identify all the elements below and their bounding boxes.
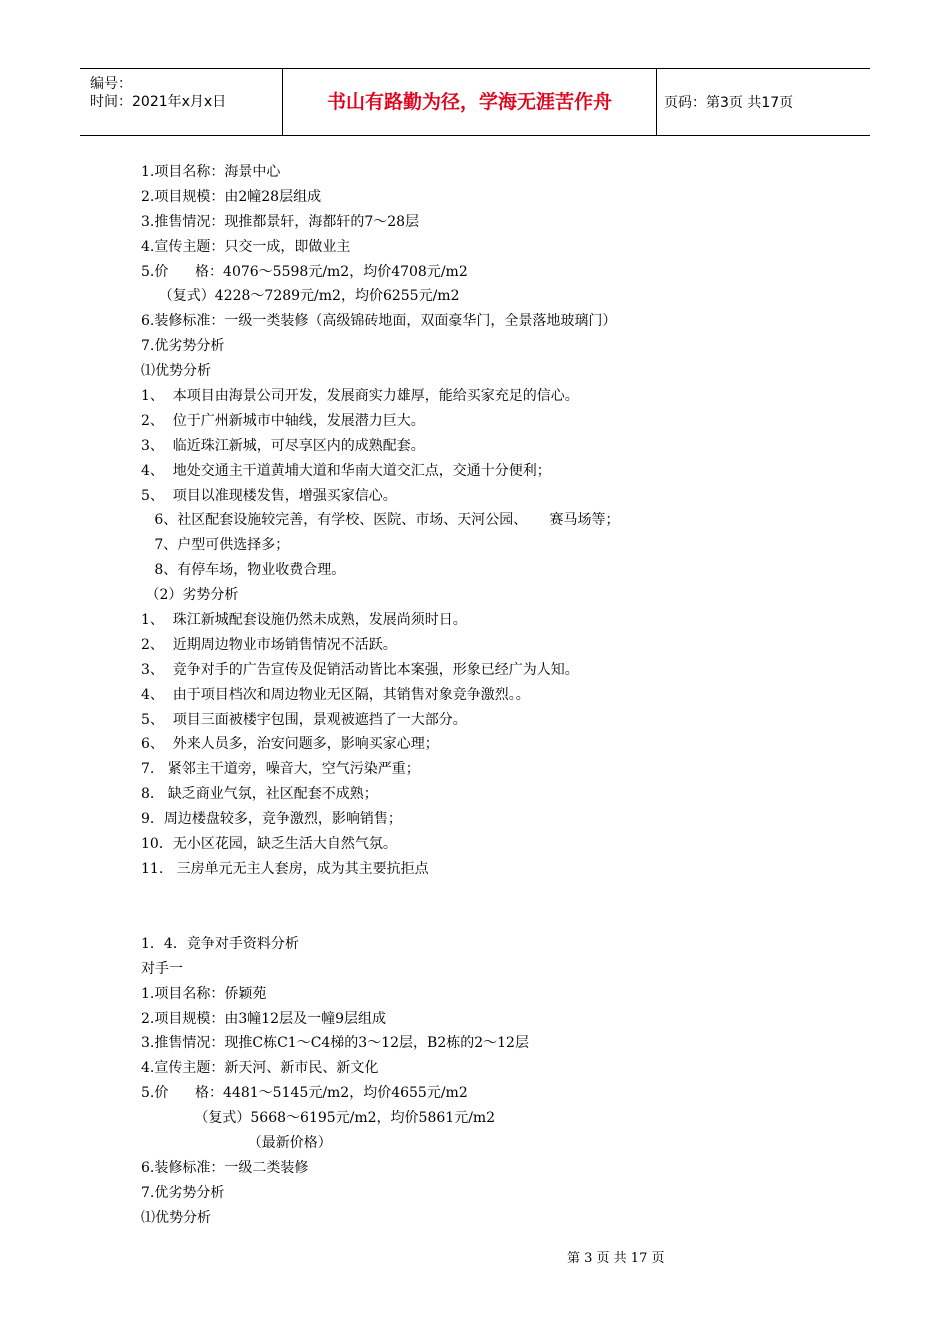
text-line: 6.装修标准：一级二类装修 <box>141 1159 309 1176</box>
text-line: 7、户型可供选择多； <box>141 537 290 554</box>
text-line: 1、 本项目由海景公司开发，发展商实力雄厚，能给买家充足的信心。 <box>141 388 579 405</box>
page-info: 页码：第3页 共17页 <box>664 95 794 111</box>
text-line: 11. 三房单元无主人套房，成为其主要抗拒点 <box>141 860 429 877</box>
text-line: 1．4．竞争对手资料分析 <box>141 935 299 952</box>
text-line: 6、社区配套设施较完善，有学校、医院、市场、天河公园、 赛马场等； <box>141 512 620 529</box>
document-header <box>80 68 870 136</box>
date-line: 时间：2021年x月x日 <box>90 94 227 110</box>
text-line: 4、 地处交通主干道黄埔大道和华南大道交汇点，交通十分便利； <box>141 462 551 479</box>
text-line: 8、有停车场，物业收费合理。 <box>141 562 346 579</box>
page-footer: 第 3 页 共 17 页 <box>567 1251 665 1266</box>
text-line: 5、 项目以准现楼发售，增强买家信心。 <box>141 487 397 504</box>
text-line: 10．无小区花园，缺乏生活大自然气氛。 <box>141 836 397 853</box>
text-line: 3.推售情况：现推C栋C1～C4梯的3～12层，B2栋的2～12层 <box>141 1035 529 1052</box>
text-line: 对手一 <box>141 960 183 977</box>
text-line: ⑴优势分析 <box>141 1209 211 1226</box>
text-line: 2、 近期周边物业市场销售情况不活跃。 <box>141 636 397 653</box>
text-line: 1、 珠江新城配套设施仍然未成熟，发展尚须时日。 <box>141 612 467 629</box>
text-line: 3、 临近珠江新城，可尽享区内的成熟配套。 <box>141 437 425 454</box>
text-line: （复式）4228～7289元/m2，均价6255元/m2 <box>141 288 460 305</box>
text-line: 9．周边楼盘较多，竞争激烈，影响销售； <box>141 811 402 828</box>
text-line: （复式）5668～6195元/m2，均价5861元/m2 <box>141 1110 496 1127</box>
text-line: ⑴优势分析 <box>141 363 211 380</box>
text-line: 6.装修标准：一级一类装修（高级锦砖地面，双面豪华门，全景落地玻璃门） <box>141 313 617 330</box>
text-line: 4.宣传主题：新天河、新市民、新文化 <box>141 1060 379 1077</box>
text-line: （最新价格） <box>141 1134 332 1151</box>
text-line: 6、 外来人员多，治安问题多，影响买家心理； <box>141 736 439 753</box>
document-body <box>141 160 841 1231</box>
section-spacer <box>141 882 841 932</box>
text-line: 5.价 格：4481～5145元/m2，均价4655元/m2 <box>141 1085 468 1102</box>
text-line: 1.项目名称：海景中心 <box>141 164 281 180</box>
motto-text: 书山有路勤为径，学海无涯苦作舟 <box>326 91 612 113</box>
section-haijing-center <box>141 160 841 882</box>
text-line: 7.优劣势分析 <box>141 338 225 355</box>
text-line: 2.项目规模：由3幢12层及一幢9层组成 <box>141 1010 386 1027</box>
text-line: 5、 项目三面被楼宇包围，景观被遮挡了一大部分。 <box>141 711 467 728</box>
text-line: 8. 缺乏商业气氛，社区配套不成熟； <box>141 786 378 803</box>
header-page-cell <box>657 69 870 135</box>
serial-label: 编号： <box>90 76 132 92</box>
text-line: 4、 由于项目档次和周边物业无区隔，其销售对象竞争激烈。。 <box>141 686 530 703</box>
text-line: （2）劣势分析 <box>141 587 239 604</box>
text-line: 4.宣传主题：只交一成，即做业主 <box>141 238 351 255</box>
text-line: 1.项目名称：侨颖苑 <box>141 985 267 1002</box>
text-line: 7.优劣势分析 <box>141 1184 225 1201</box>
text-line: 2.项目规模：由2幢28层组成 <box>141 188 322 205</box>
section-competitor-analysis <box>141 932 841 1231</box>
text-line: 3、 竞争对手的广告宣传及促销活动皆比本案强，形象已经广为人知。 <box>141 661 579 678</box>
text-line: 5.价 格：4076～5598元/m2，均价4708元/m2 <box>141 263 468 280</box>
text-line: 2、 位于广州新城市中轴线，发展潜力巨大。 <box>141 412 425 429</box>
header-motto-cell <box>282 69 657 135</box>
text-line: 3.推售情况：现推都景轩，海都轩的7～28层 <box>141 213 420 230</box>
header-left-cell <box>80 69 282 135</box>
text-line: 7. 紧邻主干道旁，噪音大，空气污染严重； <box>141 761 420 778</box>
